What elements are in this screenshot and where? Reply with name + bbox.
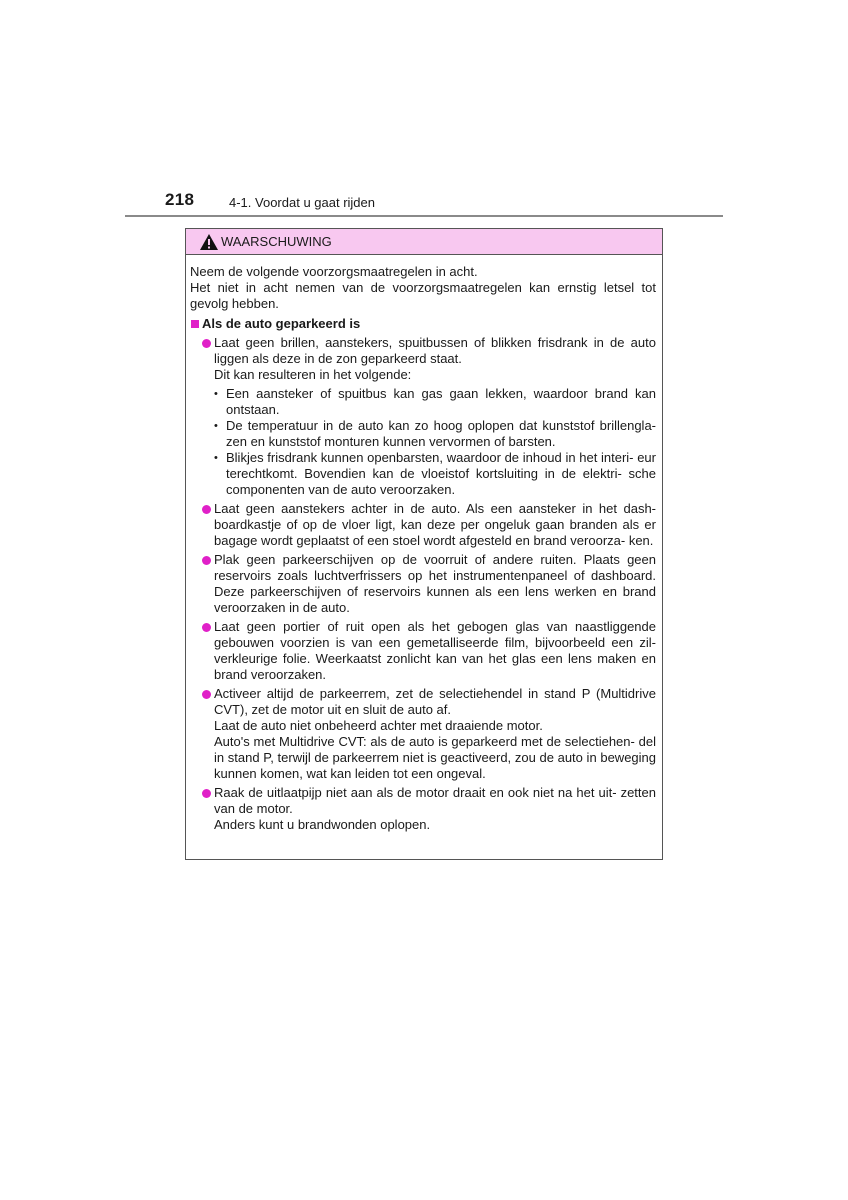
warning-triangle-icon xyxy=(199,233,219,251)
list-item xyxy=(190,686,656,782)
intro-text: Neem de volgende voorzorgsmaatregelen in acht. xyxy=(190,264,478,279)
list-item xyxy=(190,619,656,683)
item-text: Plak geen parkeerschijven op de voorruit of andere ruiten. Plaats geen reservoirs zoals luchtverfrissers op het instrumentenpaneel of dashboard. Deze parkeerschijven of reservoirs kunnen als een lens werken en brand veroorzaken in de auto. xyxy=(214,552,656,615)
item-text: Laat geen aanstekers achter in de auto. Als een aansteker in het dash- boardkastje of op de vloer ligt, kan deze per ongeluk gaan branden als er bagage wordt geplaatst of een stoel wordt afgesteld en brand veroorza- ken. xyxy=(214,501,656,548)
item-text: Anders kunt u brandwonden oplopen. xyxy=(214,817,431,832)
list-item xyxy=(190,785,656,833)
circle-bullet-icon xyxy=(202,789,211,798)
list-item xyxy=(190,335,656,498)
warning-box xyxy=(185,228,663,860)
sub-list-item: • Blikjes frisdrank kunnen openbarsten, waardoor de inhoud in het interi- eur terechtkomt. Bovendien kan de vloeistof kortsluiting in de elektri- sche componenten van de auto veroorzaken. xyxy=(214,450,656,498)
circle-bullet-icon xyxy=(202,339,211,348)
item-text: Auto's met Multidrive CVT: als de auto is geparkeerd met de selectiehen- del in stand P, terwijl de parkeerrem niet is geactiveerd, zou de auto in beweging kunnen komen, wat kan leiden tot een ongeval. xyxy=(214,734,656,781)
list-item xyxy=(190,501,656,549)
item-text: Dit kan resulteren in het volgende: xyxy=(214,367,412,382)
item-text: Raak de uitlaatpijp niet aan als de motor draait en ook niet na het uit- zetten van de motor. xyxy=(214,785,656,816)
item-text: Laat geen brillen, aanstekers, spuitbussen of blikken frisdrank in de auto liggen als deze in de zon geparkeerd staat. xyxy=(214,335,656,366)
circle-bullet-icon xyxy=(202,623,211,632)
item-text: Laat de auto niet onbeheerd achter met draaiende motor. xyxy=(214,718,543,733)
circle-bullet-icon xyxy=(202,505,211,514)
square-bullet-icon xyxy=(191,320,199,328)
list-item xyxy=(190,552,656,616)
intro-text: Het niet in acht nemen van de voorzorgsmaatregelen kan ernstig letsel tot gevolg hebben. xyxy=(190,280,656,311)
header-rule xyxy=(125,215,723,217)
page-number: 218 xyxy=(165,190,195,209)
circle-bullet-icon xyxy=(202,690,211,699)
sub-list-item: • Een aansteker of spuitbus kan gas gaan lekken, waardoor brand kan ontstaan. xyxy=(214,386,656,418)
item-text: Activeer altijd de parkeerrem, zet de selectiehendel in stand P (Multidrive CVT), zet de motor uit en sluit de auto af. xyxy=(214,686,656,717)
circle-bullet-icon xyxy=(202,556,211,565)
sub-list-item: • De temperatuur in de auto kan zo hoog oplopen dat kunststof brillengla- zen en kunststof monturen kunnen vervormen of barsten. xyxy=(214,418,656,450)
item-text: Laat geen portier of ruit open als het gebogen glas van naastliggende gebouwen voorzien is van een gemetalliseerde film, bijvoorbeeld een zil- verkleurige folie. Weerkaatst zonlicht kan van het glas een lens maken en brand veroorzaken. xyxy=(214,619,656,682)
warning-header xyxy=(186,229,662,255)
section-heading-label: Als de auto geparkeerd is xyxy=(202,316,361,331)
section-title: 4-1. Voordat u gaat rijden xyxy=(229,195,375,210)
section-heading xyxy=(190,316,656,332)
warning-body xyxy=(186,255,662,833)
sub-list xyxy=(214,386,656,498)
warning-title: WAARSCHUWING xyxy=(221,234,332,249)
page-header xyxy=(0,0,848,220)
